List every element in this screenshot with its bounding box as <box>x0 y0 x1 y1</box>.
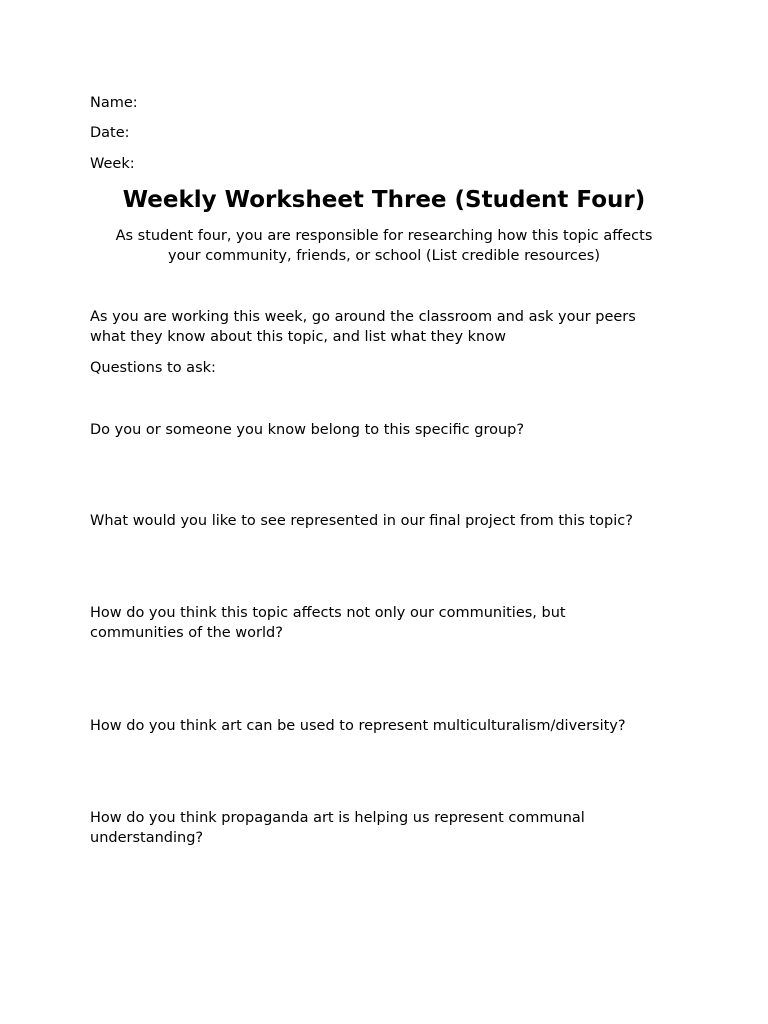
week-label: Week: <box>90 156 135 172</box>
intro-paragraph <box>0 226 768 266</box>
name-label: Name: <box>90 95 138 111</box>
question-3-line: communities of the world? <box>90 625 283 641</box>
questions-heading: Questions to ask: <box>90 360 216 376</box>
instructions-paragraph <box>90 307 636 347</box>
question-5-line: understanding? <box>90 830 204 846</box>
question-5-line: How do you think propaganda art is helping us represent communal <box>90 810 585 826</box>
page-title: Weekly Worksheet Three (Student Four) <box>122 187 646 213</box>
question-5 <box>90 808 585 848</box>
question-3 <box>90 603 566 643</box>
question-3-line: How do you think this topic affects not only our communities, but <box>90 605 566 621</box>
question-2: What would you like to see represented in our final project from this topic? <box>90 513 633 529</box>
intro-line: your community, friends, or school (List credible resources) <box>168 248 600 264</box>
question-1: Do you or someone you know belong to this specific group? <box>90 422 525 438</box>
instructions-line: As you are working this week, go around the classroom and ask your peers <box>90 309 636 325</box>
date-label: Date: <box>90 125 130 141</box>
question-4: How do you think art can be used to represent multiculturalism/diversity? <box>90 718 626 734</box>
intro-line: As student four, you are responsible for researching how this topic affects <box>115 228 653 244</box>
instructions-line: what they know about this topic, and list what they know <box>90 329 506 345</box>
